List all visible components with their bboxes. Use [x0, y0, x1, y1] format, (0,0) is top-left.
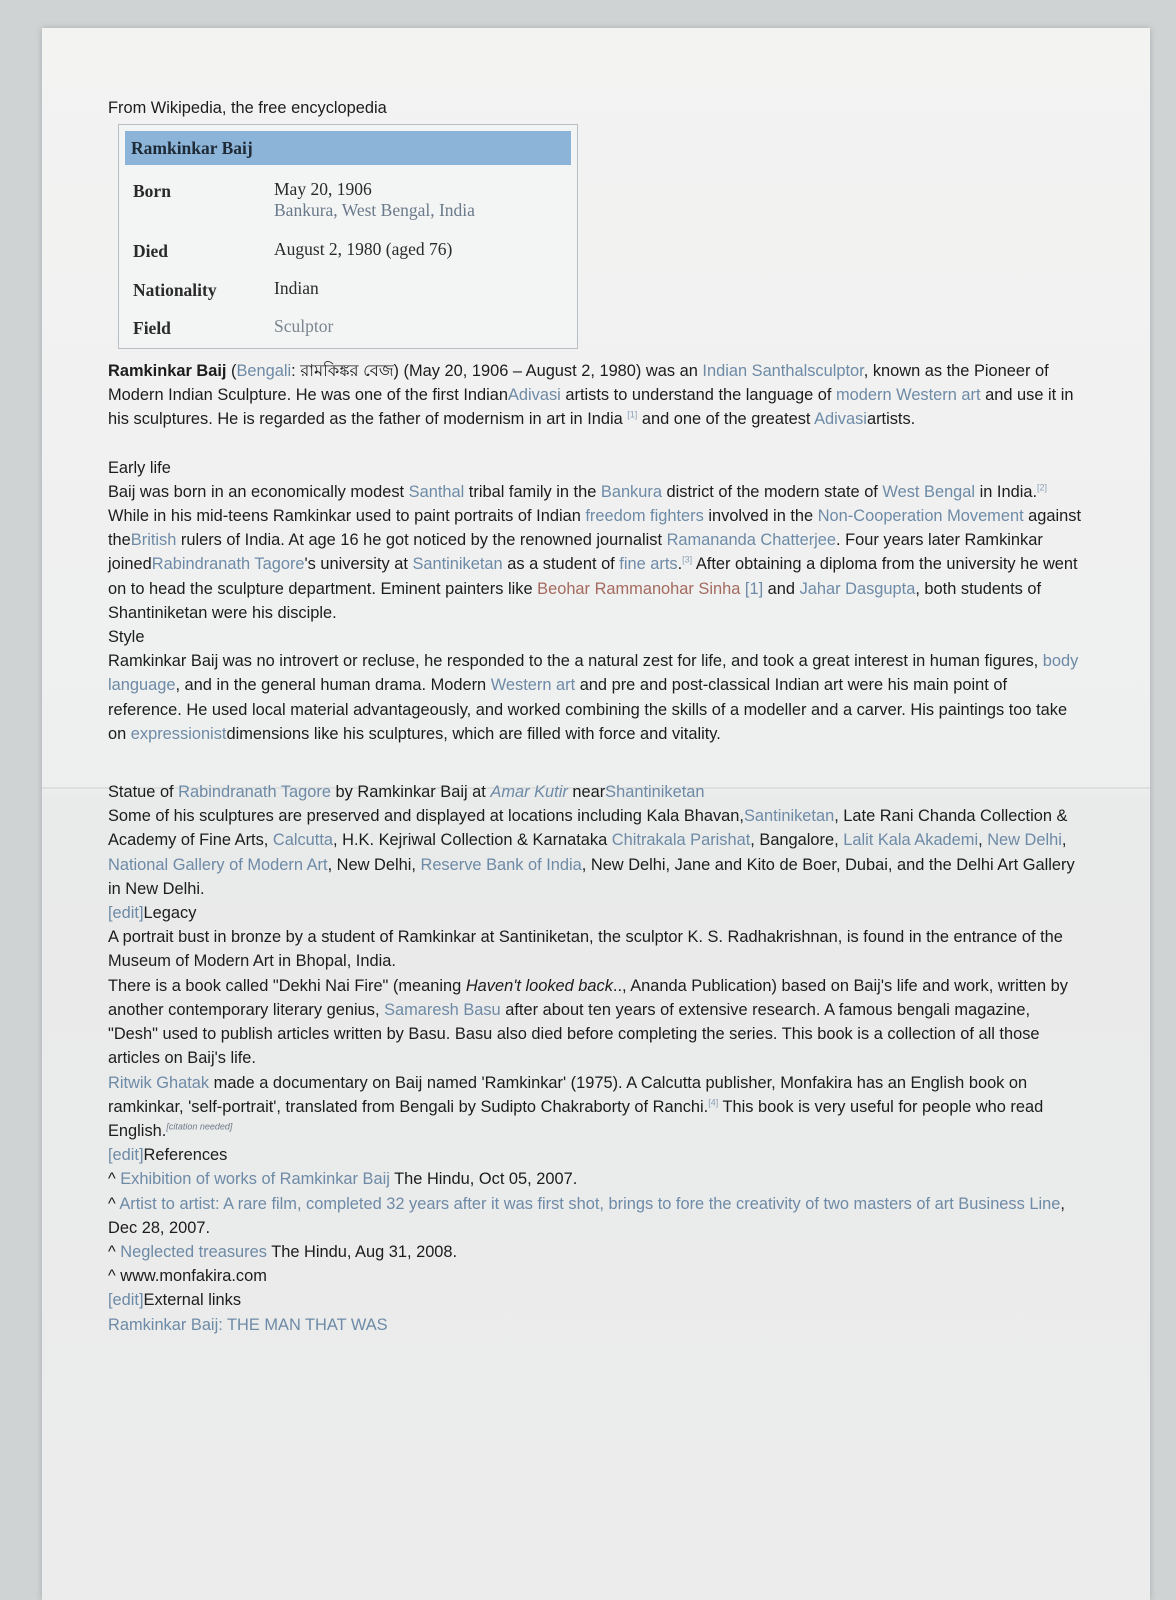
subject-name: Ramkinkar Baij [108, 362, 227, 381]
text: made a documentary on Baij named 'Ramkinkar' (1975). A Calcutta publisher, Monfakira has an English book on ramkinkar, 'self-portrait', translated from Bengali by Sudipto Chakraborty of Ranchi. [108, 1073, 1028, 1116]
beohar-ref[interactable]: [1] [740, 579, 764, 598]
freedom-fighters-link[interactable]: freedom fighters [585, 507, 704, 526]
legacy-paragraph-1: A portrait bust in bronze by a student of Ramkinkar at Santiniketan, the sculptor K. S. Radhakrishnan, is found in the entrance of the Museum of Modern Art in Bhopal, India. [108, 928, 1063, 971]
text: , Bangalore, [750, 831, 844, 850]
legacy-paragraph-3 [108, 1071, 1083, 1144]
text: , both students of Shantiniketan were his disciple. [108, 579, 1042, 622]
tagore-link-2[interactable]: Rabindranath Tagore [178, 783, 331, 802]
source-line: From Wikipedia, the free encyclopedia [108, 99, 387, 117]
amar-kutir-link[interactable]: Amar Kutir [490, 783, 568, 802]
reference-item [108, 1240, 1083, 1264]
infobox-label: Born [133, 181, 171, 202]
text: .., Ananda Publication) based on Baij's life and work, written by another contemporary literary genius, [108, 976, 1068, 1019]
body-language-link[interactable]: body language [108, 652, 1079, 695]
reference-item: ^ www.monfakira.com [108, 1267, 267, 1286]
infobox [118, 124, 578, 349]
text: 's university at [304, 555, 413, 574]
santhal-link[interactable]: Santhal [408, 482, 465, 501]
infobox-value: August 2, 1980 (aged 76) [274, 239, 453, 260]
caret[interactable]: ^ [108, 1170, 121, 1189]
bengali-link[interactable]: Bengali [236, 362, 292, 381]
citation-needed[interactable]: [citation needed] [166, 1121, 233, 1132]
expressionist-link[interactable]: expressionist [130, 724, 227, 743]
beohar-link[interactable]: Beohar Rammanohar Sinha [537, 579, 741, 598]
statue-caption [108, 780, 1083, 804]
text: Some of his sculptures are preserved and displayed at locations including Kala Bhavan, [108, 807, 744, 826]
infobox-row-born [125, 179, 571, 221]
text: and [763, 579, 800, 598]
style-paragraph [108, 649, 1083, 746]
text: Ramkinkar Baij was no introvert or recluse, he responded to the a natural zest for life, and took a great interest in human figures, [108, 652, 1043, 671]
infobox-label: Field [133, 317, 171, 338]
ngma-link[interactable]: National Gallery of Modern Art [108, 855, 328, 874]
infobox-value [274, 179, 475, 221]
ref-2[interactable]: [2] [1037, 482, 1048, 493]
ref-4[interactable]: [4] [708, 1097, 719, 1108]
ref-3[interactable]: [3] [682, 554, 693, 565]
fine-arts-link[interactable]: fine arts [619, 555, 678, 574]
reference-link[interactable]: Neglected treasures [120, 1242, 267, 1261]
reference-link[interactable]: Exhibition of works of Ramkinkar Baij [120, 1170, 390, 1189]
infobox-row-field [125, 316, 571, 340]
references-heading [108, 1143, 1083, 1167]
text: There is a book called "Dekhi Nai Fire" (meaning [108, 976, 466, 995]
infobox-title: Ramkinkar Baij [125, 131, 571, 165]
text: : রামকিঙ্কর বেজ) (May 20, 1906 – August 2, 1980) was an [291, 362, 703, 381]
born-place-link[interactable]: Bankura, West Bengal, India [274, 200, 475, 221]
text: , Late Rani Chanda Collection & Academy of Fine Arts, [108, 807, 1068, 850]
reference-item [108, 1192, 1083, 1240]
text: . Four years later Ramkinkar joined [108, 531, 1043, 574]
text: The Hindu, Oct 05, 2007. [389, 1170, 578, 1189]
style-heading: Style [108, 628, 145, 647]
ramananda-link[interactable]: Ramananda Chatterjee [666, 531, 837, 550]
text: While in his mid-teens Ramkinkar used to paint portraits of Indian [108, 507, 586, 526]
infobox-label: Died [133, 241, 168, 262]
text: , known as the Pioneer of Modern Indian Sculpture. He was one of the first Indian [108, 362, 1049, 405]
text: , [978, 831, 988, 850]
text: , H.K. Kejriwal Collection & Karnataka [333, 831, 612, 850]
text: dimensions like his sculptures, which are filled with force and vitality. [226, 724, 721, 743]
text: , and in the general human drama. Modern [175, 676, 491, 695]
heading-text: References [143, 1146, 228, 1165]
caret[interactable]: ^ [108, 1242, 121, 1261]
text: involved in the [703, 507, 818, 526]
intro-paragraph [108, 359, 1083, 432]
early-life-paragraph-1 [108, 480, 1083, 504]
legacy-heading [108, 901, 1083, 925]
early-life-heading: Early life [108, 458, 171, 477]
collections-paragraph [108, 804, 1083, 901]
infobox-row-nationality [125, 278, 571, 302]
tagore-link[interactable]: Rabindranath Tagore [151, 555, 305, 574]
italic-text: Haven't looked back [465, 976, 613, 995]
text: The Hindu, Aug 31, 2008. [266, 1242, 458, 1261]
external-link[interactable]: Ramkinkar Baij: THE MAN THAT WAS [108, 1315, 388, 1334]
text: rulers of India. At age 16 he got noticed by the renowned journalist [176, 531, 667, 550]
reference-link[interactable]: Artist to artist: A rare film, completed 32 years after it was first shot, brings to fore the creativity of two masters of art Business Line [119, 1194, 1061, 1213]
text: artists. [866, 410, 916, 429]
text: , Dec 28, 2007. [108, 1194, 1065, 1237]
adivasi-link-2[interactable]: Adivasi [814, 410, 867, 429]
shantiniketan-link[interactable]: Shantiniketan [605, 783, 705, 802]
adivasi-link[interactable]: Adivasi [507, 386, 561, 405]
text: After obtaining a diploma from the university he went on to head the sculpture department. Eminent painters like [108, 555, 1078, 598]
non-cooperation-link[interactable]: Non-Cooperation Movement [817, 507, 1024, 526]
text: tribal family in the [464, 482, 601, 501]
born-date: May 20, 1906 [274, 179, 372, 200]
infobox-label: Nationality [133, 279, 217, 300]
ref-1[interactable]: [1] [627, 409, 638, 420]
western-art-link[interactable]: Western art [490, 676, 576, 695]
text: and one of the greatest [637, 410, 815, 429]
text: after about ten years of extensive research. A famous bengali magazine, "Desh" used to publish articles written by Basu. Basu also died before completing the series. This book is a collection of all those articles on Baij's life. [108, 1000, 1040, 1068]
rbi-link[interactable]: Reserve Bank of India [420, 855, 582, 874]
text: ( [226, 362, 237, 381]
edit-link[interactable]: [edit] [108, 1146, 144, 1165]
edit-link[interactable]: [edit] [108, 1291, 144, 1310]
text: as a student of [502, 555, 620, 574]
early-life-paragraph-2 [108, 504, 1083, 625]
indian-santhal-link[interactable]: Indian Santhalsculptor [702, 362, 864, 381]
text: and pre and post-classical Indian art were his main point of reference. He used local material advantageously, and worked combining the skills of a modeller and a carver. His paintings too take on [108, 676, 1068, 743]
legacy-paragraph-2 [108, 974, 1083, 1071]
santiniketan-link[interactable]: Santiniketan [412, 555, 503, 574]
bankura-link[interactable]: Bankura [600, 482, 662, 501]
text: , New Delhi, Jane and Kito de Boer, Dubai, and the Delhi Art Gallery in New Delhi. [108, 855, 1075, 898]
edit-link[interactable]: [edit] [108, 904, 144, 923]
ritwik-ghatak-link[interactable]: Ritwik Ghatak [108, 1073, 210, 1092]
new-delhi-link[interactable]: New Delhi [987, 831, 1062, 850]
jahar-dasgupta-link[interactable]: Jahar Dasgupta [799, 579, 916, 598]
santiniketan-link-2[interactable]: Santiniketan [743, 807, 835, 826]
reference-item [108, 1167, 1083, 1191]
chitrakala-link[interactable]: Chitrakala Parishat [611, 831, 751, 850]
british-link[interactable]: British [130, 531, 177, 550]
external-links-heading [108, 1288, 1083, 1312]
text: in India. [975, 482, 1038, 501]
modern-western-art-link[interactable]: modern Western art [836, 386, 981, 405]
article-body [108, 96, 1083, 1337]
text: , New Delhi, [327, 855, 421, 874]
field-link[interactable]: Sculptor [274, 315, 334, 336]
text: Statue of [108, 783, 179, 802]
text: . [677, 555, 683, 574]
samaresh-basu-link[interactable]: Samaresh Basu [384, 1000, 501, 1019]
text: Baij was born in an economically modest [108, 482, 409, 501]
lalit-kala-link[interactable]: Lalit Kala Akademi [843, 831, 979, 850]
text: near [567, 783, 606, 802]
west-bengal-link[interactable]: West Bengal [882, 482, 976, 501]
heading-text: External links [143, 1291, 242, 1310]
text: and use it in his sculptures. He is regarded as the father of modernism in art in India [108, 386, 1074, 429]
calcutta-link[interactable]: Calcutta [272, 831, 334, 850]
text: , [1061, 831, 1067, 850]
infobox-value: Indian [274, 277, 319, 298]
text: against the [108, 507, 1082, 550]
infobox-row-died [125, 239, 571, 263]
text: artists to understand the language of [560, 386, 837, 405]
text: by Ramkinkar Baij at [330, 783, 491, 802]
text: district of the modern state of [661, 482, 883, 501]
caret[interactable]: ^ [108, 1194, 120, 1213]
heading-text: Legacy [143, 904, 197, 923]
text: This book is very useful for people who read English. [108, 1097, 1044, 1140]
